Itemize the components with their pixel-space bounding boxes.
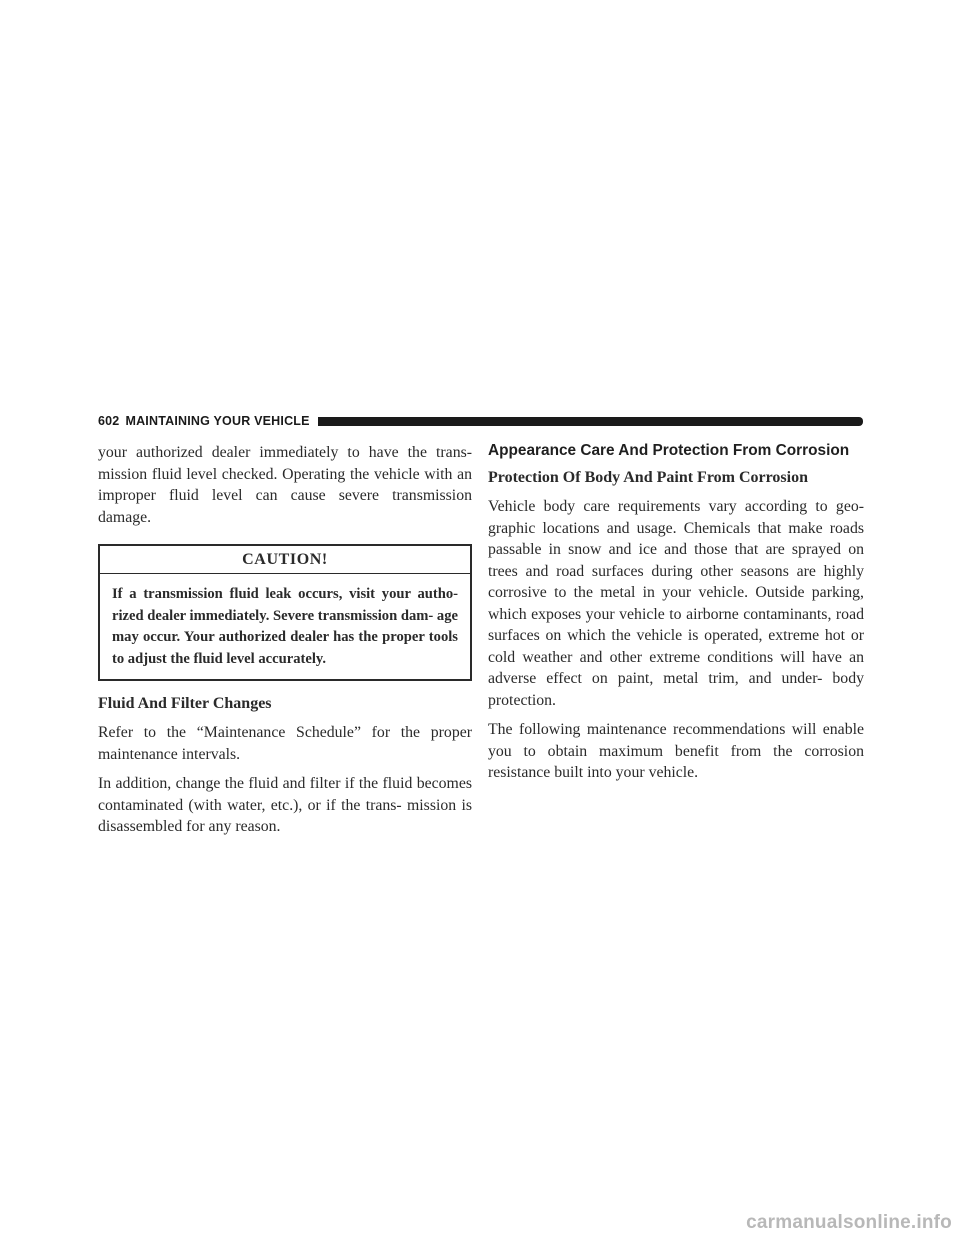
body-care-paragraph: Vehicle body care requirements vary according to geo- graphic locations and usage. Chemicals that make roads passable in snow and ice and those that are sprayed on trees and road surfaces during other seasons are highly corrosive to the metal in your vehicle. Outside parking, which exposes your vehicle to airborne contaminants, road surfaces on which the vehicle is operated, extreme hot or cold weather and other extreme conditions will have an adverse effect on paint, metal trim, and under- body protection. bbox=[488, 498, 864, 709]
watermark: carmanualsonline.info bbox=[746, 1212, 952, 1233]
left-column bbox=[98, 442, 472, 838]
header-rule bbox=[318, 417, 863, 426]
running-header bbox=[98, 412, 863, 430]
right-column bbox=[488, 442, 864, 784]
caution-title: CAUTION! bbox=[100, 546, 470, 574]
caution-text: If a transmission fluid leak occurs, visit your autho- rized dealer immediately. Severe transmission dam- age may occur. Your authorized dealer has the proper tools to adjust the fluid level accurately. bbox=[112, 586, 459, 667]
appearance-care-heading: Appearance Care And Protection From Corrosion bbox=[488, 442, 850, 459]
intro-paragraph: your authorized dealer immediately to have the trans- mission fluid level checked. Operating the vehicle with an improper fluid level can cause severe transmission damage. bbox=[98, 444, 472, 526]
fluid-change-paragraph: In addition, change the fluid and filter if the fluid becomes contaminated (with water, etc.), or if the trans- mission is disassembled for any reason. bbox=[98, 775, 472, 835]
fluid-filter-heading: Fluid And Filter Changes bbox=[98, 695, 272, 712]
caution-box bbox=[98, 544, 472, 681]
maintenance-recommendations-paragraph: The following maintenance recommendations will enable you to obtain maximum benefit from the corrosion resistance built into your vehicle. bbox=[488, 721, 864, 781]
page-number: 602 bbox=[98, 414, 120, 428]
section-name: MAINTAINING YOUR VEHICLE bbox=[125, 414, 310, 428]
body-paint-protection-heading: Protection Of Body And Paint From Corrosion bbox=[488, 469, 808, 486]
maintenance-schedule-paragraph: Refer to the “Maintenance Schedule” for the proper maintenance intervals. bbox=[98, 724, 472, 763]
